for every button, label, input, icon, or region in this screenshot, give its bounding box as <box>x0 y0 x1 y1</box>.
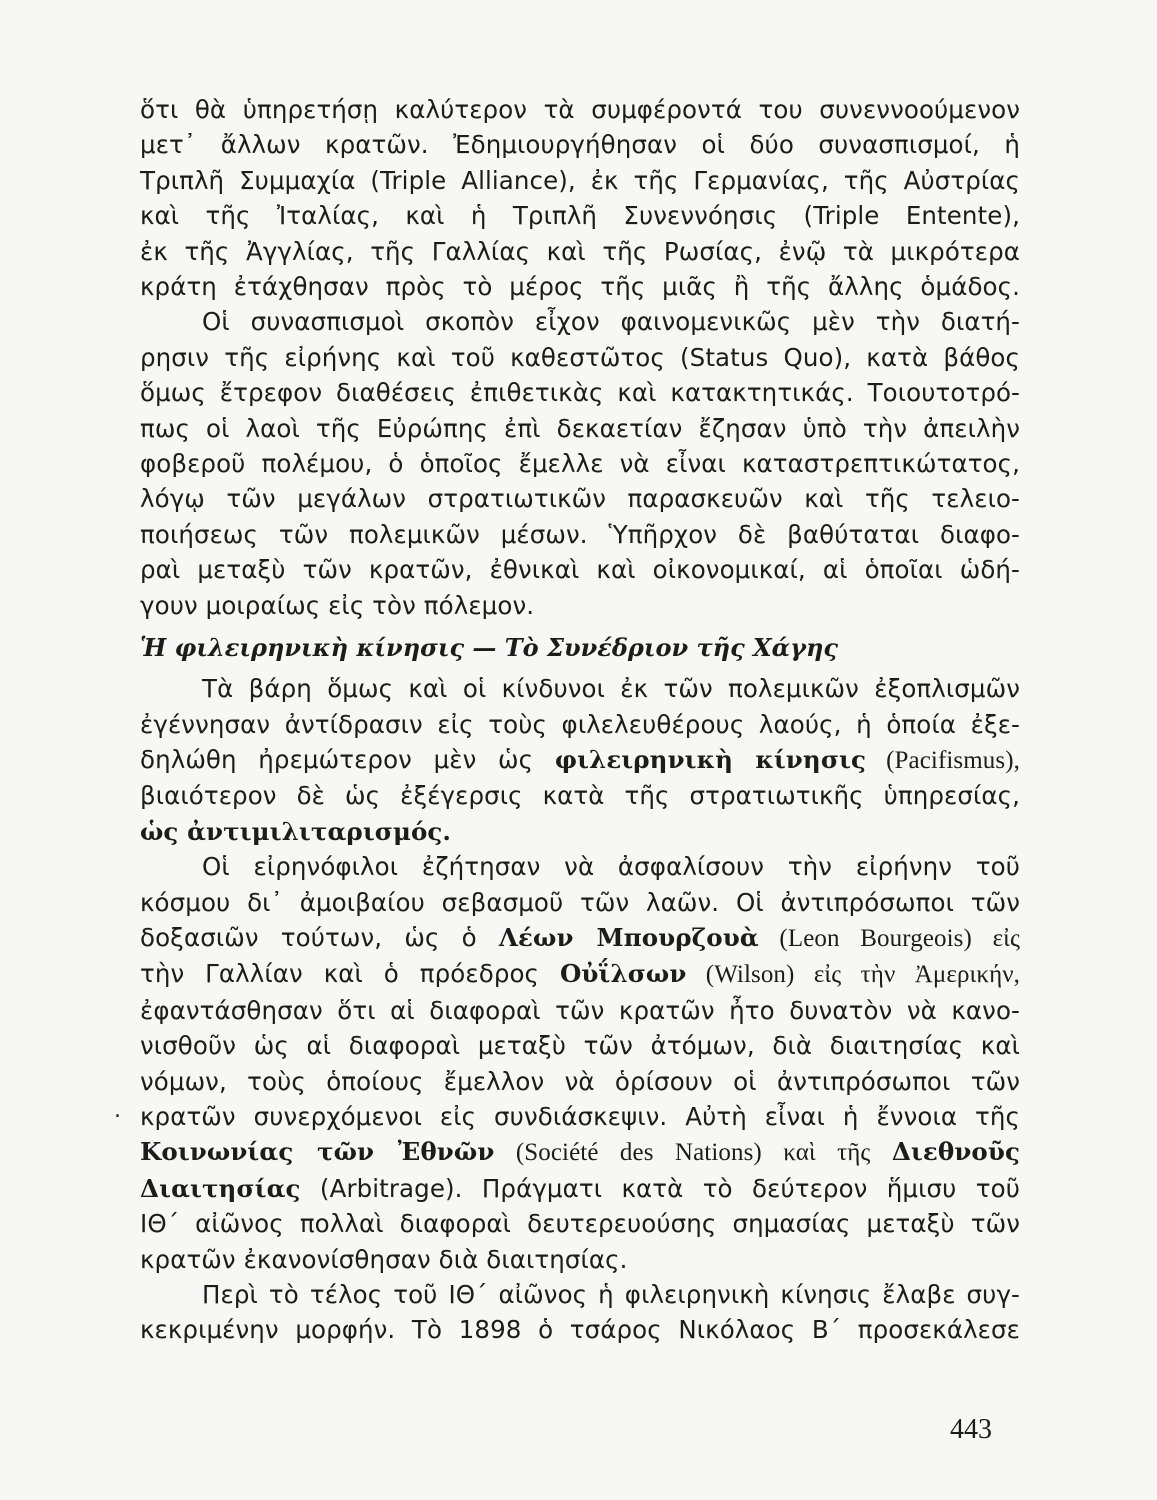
text-line: ἐφαντάσθησαν ὅτι αἱ διαφοραὶ τῶν κρατῶν ἦτο δυνατὸν νὰ κανο- <box>140 995 1020 1025</box>
text-line <box>140 1134 1020 1170</box>
bold-term: Διεθνοῦς <box>891 1137 1020 1167</box>
text-fragment: τὴν Γαλλίαν καὶ ὁ πρόεδρος <box>140 959 560 989</box>
page-number: 443 <box>950 1414 992 1445</box>
text-line: γουν μοιραίως εἰς τὸν πόλεμον. <box>140 590 535 620</box>
bold-term: φιλειρηνικὴ κίνησις <box>554 744 866 774</box>
text-fragment: (Leon Bourgeois) εἰς <box>758 924 1021 952</box>
text-line: ἐγέννησαν ἀντίδρασιν εἰς τοὺς φιλελευθέρους λαούς, ἡ ὁποία ἐξε- <box>140 709 1020 739</box>
text-line: ΙΘ΄ αἰῶνος πολλαὶ διαφοραὶ δευτερευούσης σημασίας μεταξὺ τῶν <box>140 1209 1020 1239</box>
text-line: Τριπλῆ Συμμαχία (Triple Alliance), ἐκ τῆς Γερμανίας, τῆς Αὐστρίας <box>140 165 1020 195</box>
bold-term: Λέων Μπουρζουὰ <box>498 922 759 952</box>
bold-term: ὡς ἀντιμιλιταρισμός. <box>140 816 452 846</box>
text-line: ἐκ τῆς Ἀγγλίας, τῆς Γαλλίας καὶ τῆς Ρωσίας, ἐνῷ τὰ μικρότερα <box>140 236 1020 266</box>
text-line: ποιήσεως τῶν πολεμικῶν μέσων. Ὑπῆρχον δὲ βαθύταται διαφο- <box>140 519 1020 549</box>
margin-mark: . <box>114 1098 121 1123</box>
text-line: φοβεροῦ πολέμου, ὁ ὁποῖος ἔμελλε νὰ εἶναι καταστρεπτικώτατος, <box>140 449 1020 479</box>
text-line: κράτη ἐτάχθησαν πρὸς τὸ μέρος τῆς μιᾶς ἢ τῆς ἄλλης ὁμάδος. <box>140 272 1020 302</box>
text-line: κεκριμένην μορφήν. Τὸ 1898 ὁ τσάρος Νικόλαος Β΄ προσεκάλεσε <box>140 1315 1020 1345</box>
text-fragment: (Pacifismus), <box>865 746 1020 774</box>
text-line: κόσμου δι᾿ ἀμοιβαίου σεβασμοῦ τῶν λαῶν. Οἱ ἀντιπρόσωποι τῶν <box>140 887 1020 917</box>
text-line <box>140 1171 1020 1206</box>
text-line: κρατῶν συνερχόμενοι εἰς συνδιάσκεψιν. Αὐτὴ εἶναι ἡ ἔννοια τῆς <box>140 1101 1020 1131</box>
bold-term: Διαιτησίας <box>140 1173 301 1203</box>
section-heading: Ἡ φιλειρηνικὴ κίνησις — Τὸ Συνέδριον τῆς Χάγης <box>140 633 839 663</box>
text-line: ρησιν τῆς εἰρήνης καὶ τοῦ καθεστῶτος (Status Quo), κατὰ βάθος <box>140 342 1020 372</box>
text-line <box>140 956 1020 992</box>
text-line: πως οἱ λαοὶ τῆς Εὐρώπης ἐπὶ δεκαετίαν ἔζησαν ὑπὸ τὴν ἀπειλὴν <box>140 413 1020 443</box>
text-line: μετ᾿ ἄλλων κρατῶν. Ἐδημιουργήθησαν οἱ δύο συνασπισμοί, ἡ <box>140 130 1020 160</box>
text-line: νισθοῦν ὡς αἱ διαφοραὶ μεταξὺ τῶν ἀτόμων, διὰ διαιτησίας καὶ <box>140 1031 1020 1061</box>
text-line <box>140 920 1020 956</box>
text-line: ὅμως ἔτρεφον διαθέσεις ἐπιθετικὰς καὶ κατακτητικάς. Τοιουτοτρό- <box>140 378 1020 408</box>
text-line <box>140 742 1020 778</box>
bold-term: Οὐΐλσων <box>559 959 687 989</box>
text-line: ὅτι θὰ ὑπηρετήσῃ καλύτερον τὰ συμφέροντά του συνεννοούμενον <box>140 95 1020 124</box>
text-fragment: (Wilson) εἰς τὴν Ἀμερικήν, <box>686 961 1021 989</box>
text-fragment: δοξασιῶν τούτων, ὡς ὁ <box>140 922 499 952</box>
text-line: κρατῶν ἐκανονίσθησαν διὰ διαιτησίας. <box>140 1244 628 1274</box>
text-fragment: (Arbitrage). Πράγματι κατὰ τὸ δεύτερον ἥμισυ τοῦ <box>300 1173 1020 1203</box>
text-line: Τὰ βάρη ὅμως καὶ οἱ κίνδυνοι ἐκ τῶν πολεμικῶν ἐξοπλισμῶν <box>202 674 1020 704</box>
text-line: καὶ τῆς Ἰταλίας, καὶ ἡ Τριπλῆ Συνεννόησις (Triple Entente), <box>140 201 1020 231</box>
bold-term: Κοινωνίας τῶν Ἐθνῶν <box>140 1137 495 1167</box>
text-line: λόγῳ τῶν μεγάλων στρατιωτικῶν παρασκευῶν καὶ τῆς τελειο- <box>140 484 1020 514</box>
text-line: Περὶ τὸ τέλος τοῦ ΙΘ΄ αἰῶνος ἡ φιλειρηνικὴ κίνησις ἔλαβε συγ- <box>202 1280 1020 1309</box>
text-fragment: δηλώθη ἠρεμώτερον μὲν ὡς <box>140 744 555 774</box>
body-text <box>140 92 1020 1348</box>
text-line: νόμων, τοὺς ὁποίους ἔμελλον νὰ ὁρίσουν οἱ ἀντιπρόσωποι τῶν <box>140 1066 1020 1096</box>
text-fragment: (Société des Nations) καὶ τῆς <box>494 1139 892 1167</box>
text-line: Οἱ εἰρηνόφιλοι ἐζήτησαν νὰ ἀσφαλίσουν τὴν εἰρήνην τοῦ <box>202 852 1020 882</box>
text-line: βιαιότερον δὲ ὡς ἐξέγερσις κατὰ τῆς στρατιωτικῆς ὑπηρεσίας, <box>140 781 1020 811</box>
text-line: Οἱ συνασπισμοὶ σκοπὸν εἶχον φαινομενικῶς μὲν τὴν διατή- <box>202 307 1020 337</box>
text-line: ραὶ μεταξὺ τῶν κρατῶν, ἐθνικαὶ καὶ οἰκονομικαί, αἱ ὁποῖαι ὡδή- <box>140 555 1020 585</box>
